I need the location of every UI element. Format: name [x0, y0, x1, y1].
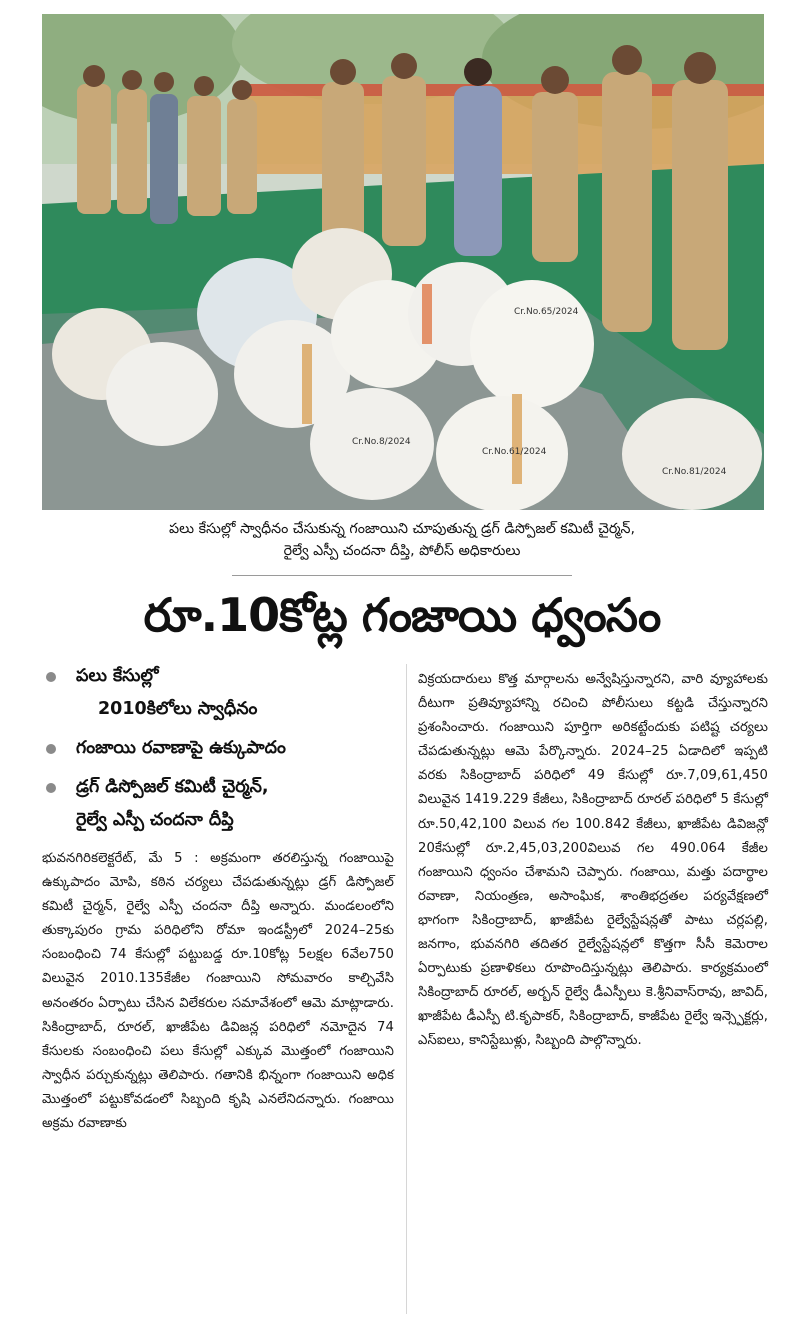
bag-label: Cr.No.61/2024 — [482, 447, 547, 457]
bullet-dot-icon — [46, 783, 56, 793]
article-body-right: విక్రయదారులు కొత్త మార్గాలను అన్వేషిస్తున్నారని, వారి వ్యూహాలకు దీటుగా ప్రతివ్యూహాన్ని రచించి పోలీసులు కట్టడి చేస్తున్నారని ప్రశంసించారు. గంజాయిని పూర్తిగా అరికట్టేందుకు పటిష్ట చర్యలు చేపడుతున్నట్లు ఆమె పేర్కొన్నారు. 2024–25 ఏడాదిలో ఇప్పటి వరకు సికింద్రాబాద్ పరిధిలో 49 కేసుల్లో రూ.7,09,61,450 విలువైన 1419.229 కేజీలు, సికింద్రాబాద్ రూరల్ పరిధిలో 5 కేసుల్లో రూ.50,42,100 విలువ గల 100.842 కేజీలు, ఖాజీపేట డివిజన్లో 20కేసుల్లో రూ.2,45,03,200విలువ గల 490.064 కేజీల గంజాయిని ధ్వంసం చేశామని చెప్పారు. గంజాయి, మత్తు పదార్థాల రవాణా, నియంత్రణ, అసాంఘిక, శాంతిభద్రతల పర్యవేక్షణలో భాగంగా సికింద్రాబాద్, ఖాజీపేట రైల్వేస్టేషన్లతో పాటు చర్లపల్లి, జనగాం, భువనగిరి తదితర రైల్వేస్టేషన్లలో కొత్తగా సీసీ కెమెరాల ఏర్పాటుకు ప్రణాళికలు రూపొందిస్తున్నట్లు తెలిపారు. కార్యక్రమంలో సికింద్రాబాద్ రూరల్, అర్బన్ రైల్వే డీఎస్పీలు కె.శ్రీనివాస్‌రావు, జావిద్, ఖాజీపేట డీఎస్పీ టి.కృపాకర్, సికింద్రాబాద్, కాజీపేట రైల్వే ఇన్స్పెక్టర్లు, ఎస్‌ఐలు, కానిస్టేబుళ్లు, సిబ్బంది పాల్గొన్నారు. — [418, 672, 768, 1049]
left-column — [42, 660, 394, 1136]
right-column — [418, 668, 768, 1054]
bag-label: Cr.No.8/2024 — [352, 437, 411, 447]
photo-caption — [40, 518, 764, 562]
headline: రూ.10కోట్ల గంజాయి ధ్వంసం — [143, 588, 661, 642]
highlight-bullet — [42, 660, 394, 726]
bullet-line: 2010కిలోలు స్వాధీనం — [98, 699, 258, 719]
caption-line-1: పలు కేసుల్లో స్వాధీనం చేసుకున్న గంజాయిని చూపుతున్న డ్రగ్ డిస్పోజల్ కమిటీ చైర్మన్, — [169, 521, 635, 537]
bullet-line: పలు కేసుల్లో — [76, 666, 159, 686]
bullet-line: గంజాయి రవాణాపై ఉక్కుపాదం — [76, 738, 286, 758]
bag-label: Cr.No.81/2024 — [662, 467, 727, 477]
bullet-dot-icon — [46, 744, 56, 754]
caption-divider — [232, 575, 572, 576]
caption-line-2: రైల్వే ఎస్పీ చందనా దీప్తి, పోలీస్ అధికారులు — [283, 543, 521, 559]
photo-illustration — [42, 14, 764, 510]
news-photo — [42, 14, 764, 510]
bullet-line: డ్రగ్ డిస్పోజల్ కమిటీ చైర్మన్, — [76, 777, 269, 797]
column-divider — [406, 664, 407, 1314]
bullet-dot-icon — [46, 672, 56, 682]
highlight-bullet — [42, 771, 394, 837]
highlight-bullet — [42, 732, 394, 765]
bag-label: Cr.No.65/2024 — [514, 307, 579, 317]
bullet-line: రైల్వే ఎస్పీ చందనా దీప్తి — [76, 810, 234, 830]
article-body-left: భువనగిరికలెక్టరేట్, మే 5 : అక్రమంగా తరలిస్తున్న గంజాయిపై ఉక్కుపాదం మోపి, కఠిన చర్యలు చేపడుతున్నట్లు డ్రగ్ డిస్పోజల్ కమిటీ చైర్మన్, రైల్వే ఎస్పీ చందనా దీప్తి అన్నారు. మండలంలోని తుక్కాపురం గ్రామ పరిధిలోని రోమా ఇండస్ట్రీలో 2024–25కు సంబంధించి 74 కేసుల్లో పట్టుబడ్డ రూ.10కోట్ల 5లక్షల 6వేల750 విలువైన 2010.135కేజీల గంజాయిని సోమవారం కాల్చివేసి అనంతరం ఏర్పాటు చేసిన విలేకరుల సమావేశంలో ఆమె మాట్లాడారు. సికింద్రాబాద్, రూరల్, ఖాజీపేట డివిజన్ల పరిధిలో నమోదైన 74 కేసులకు సంబంధించి పలు కేసుల్లో ఎక్కువ మొత్తంలో గంజాయిని స్వాధీన పర్చుకున్నట్లు తెలిపారు. గతానికి భిన్నంగా గంజాయిని అధిక మొత్తంలో పట్టుకోవడంలో సిబ్బంది కృషి ఎనలేనిదన్నారు. గంజాయి అక్రమ రవాణాకు — [42, 851, 394, 1132]
